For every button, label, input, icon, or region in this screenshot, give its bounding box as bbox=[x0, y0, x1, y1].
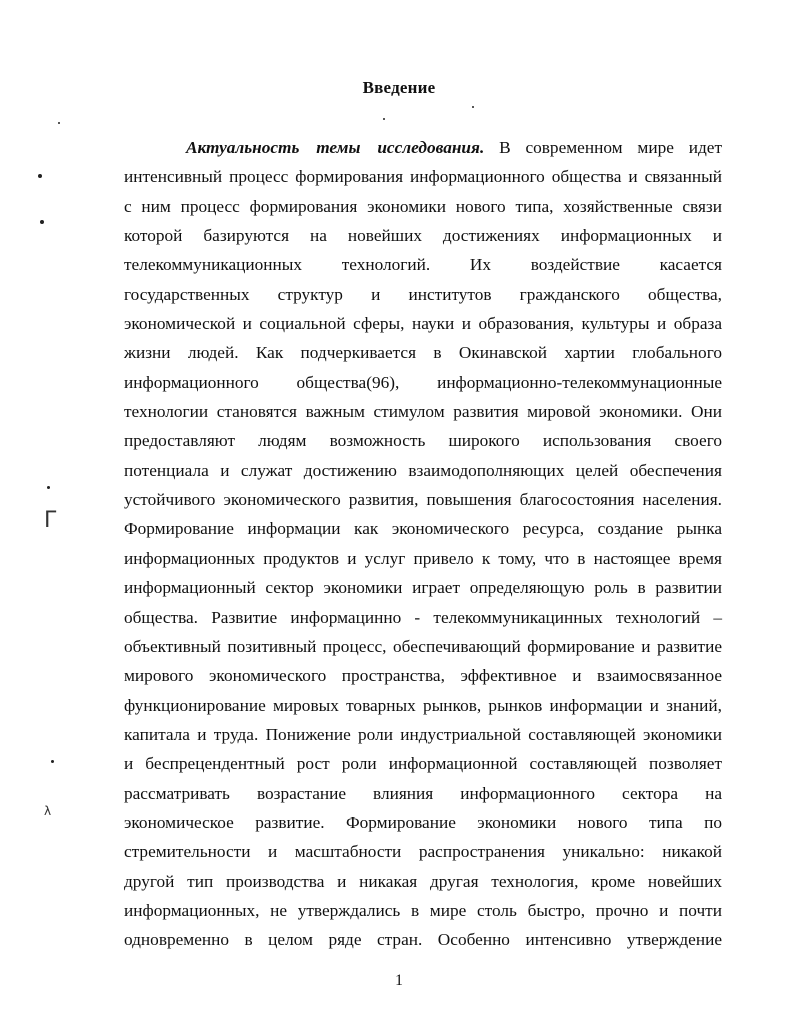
text-line: технологии становятся важным стимулом развития мировой экономики. Они bbox=[124, 402, 722, 422]
scan-speck bbox=[472, 106, 474, 108]
first-line bbox=[124, 133, 722, 162]
page-title: Введение bbox=[362, 78, 436, 97]
scan-speck bbox=[58, 122, 60, 124]
body-paragraph bbox=[124, 133, 722, 955]
scan-speck bbox=[51, 760, 54, 763]
page-number: 1 bbox=[395, 972, 403, 989]
text-line: интенсивный процесс формирования информационного общества и связанный bbox=[124, 167, 722, 187]
text-line: другой тип производства и никакая другая технология, кроме новейших bbox=[124, 871, 722, 891]
first-line-rest: В современном мире идет bbox=[484, 138, 722, 157]
text-line: общества. Развитие информацинно - телекоммуникацинных технологий – bbox=[124, 607, 722, 627]
text-line: экономической и социальной сферы, науки и образования, культуры и образа bbox=[124, 314, 722, 334]
text-line: потенциала и служат достижению взаимодополняющих целей обеспечения bbox=[124, 460, 722, 480]
text-line: объективный позитивный процесс, обеспечивающий формирование и развитие bbox=[124, 636, 722, 656]
text-line: жизни людей. Как подчеркивается в Окинавской хартии глобального bbox=[124, 343, 722, 363]
text-line: Формирование информации как экономического ресурса, создание рынка bbox=[124, 519, 722, 539]
text-line: экономическое развитие. Формирование экономики нового типа по bbox=[124, 812, 722, 832]
scan-speck bbox=[383, 118, 385, 120]
text-line: которой базируются на новейших достижениях информационных и bbox=[124, 226, 722, 246]
text-line: информационных продуктов и услуг привело к тому, что в настоящее время bbox=[124, 548, 722, 568]
scan-mark: Г bbox=[44, 508, 58, 533]
scan-speck bbox=[47, 486, 50, 489]
scan-speck bbox=[40, 220, 44, 224]
text-line: государственных структур и институтов гражданского общества, bbox=[124, 284, 722, 304]
text-line: и беспрецендентный рост роли информационной составляющей позволяет bbox=[124, 754, 722, 774]
text-line: устойчивого экономического развития, повышения благосостояния населения. bbox=[124, 490, 722, 510]
text-line: функционирование мировых товарных рынков, рынков информации и знаний, bbox=[124, 695, 722, 715]
text-line: информационный сектор экономики играет определяющую роль в развитии bbox=[124, 578, 722, 598]
scan-mark: λ bbox=[44, 804, 52, 818]
text-line: телекоммуникационных технологий. Их воздействие касается bbox=[124, 255, 722, 275]
text-line: информационных, не утверждались в мире столь быстро, прочно и почти bbox=[124, 900, 722, 920]
text-line: одновременно в целом ряде стран. Особенно интенсивно утверждение bbox=[124, 930, 722, 950]
text-line: мирового экономического пространства, эффективное и взаимосвязанное bbox=[124, 666, 722, 686]
scan-speck bbox=[38, 174, 42, 178]
text-line: предоставляют людям возможность широкого использования своего bbox=[124, 431, 722, 451]
text-line: капитала и труда. Понижение роли индустриальной составляющей экономики bbox=[124, 724, 722, 744]
text-line: информационного общества(96), информационно-телекоммунационные bbox=[124, 372, 722, 392]
text-line: рассматривать возрастание влияния информационного сектора на bbox=[124, 783, 722, 803]
text-line: с ним процесс формирования экономики нового типа, хозяйственные связи bbox=[124, 196, 722, 216]
section-lead: Актуальность темы исследования. bbox=[186, 138, 485, 157]
text-line: стремительности и масштабности распространения уникально: никакой bbox=[124, 842, 722, 862]
